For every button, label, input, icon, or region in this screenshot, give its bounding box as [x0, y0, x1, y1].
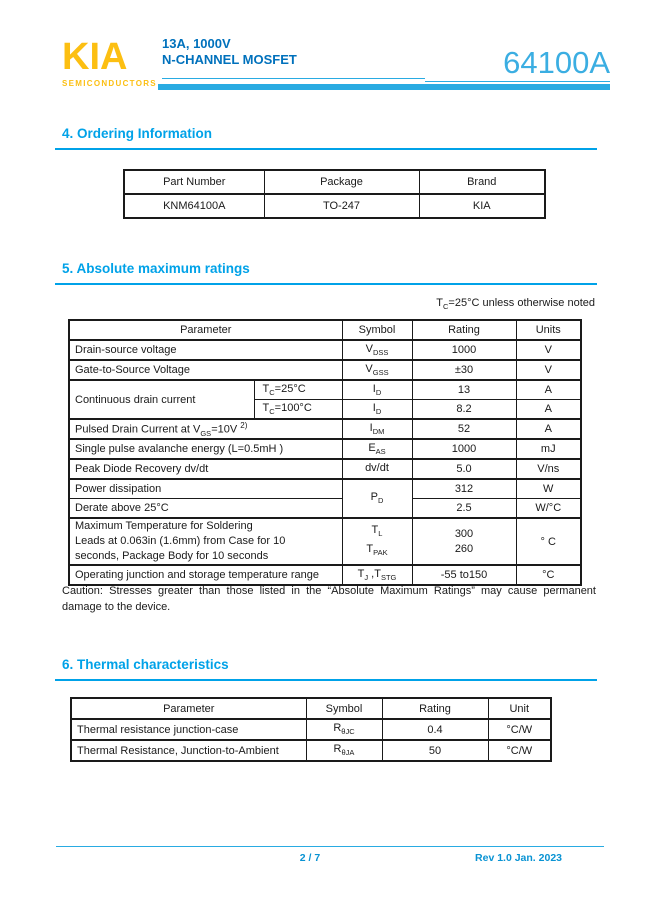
cell-rating: 0.4 [382, 719, 488, 740]
table-row [69, 340, 581, 360]
cell-parameter: Single pulse avalanche energy (L=0.5mH ) [69, 439, 342, 459]
col-header-part-number: Part Number [124, 170, 264, 194]
col-header-symbol: Symbol [342, 320, 412, 340]
cell-units: V/ns [516, 459, 581, 479]
col-header-rating: Rating [412, 320, 516, 340]
table-header-row [124, 170, 545, 194]
cell-units: V [516, 340, 581, 360]
cell-rating: 52 [412, 419, 516, 439]
cell-units: W/°C [516, 499, 581, 519]
cell-units: V [516, 360, 581, 380]
cell-symbol: $E_{AS}$ [342, 439, 412, 459]
cell-parameter: Gate-to-Source Voltage [69, 360, 342, 380]
kia-logo: KIA [62, 36, 128, 78]
col-header-symbol: Symbol [306, 698, 382, 719]
cell-units: ° C [516, 518, 581, 565]
cell-rating: 8.2 [412, 400, 516, 420]
header-accent-bar [158, 84, 610, 90]
table-row [69, 439, 581, 459]
thermal-characteristics-table [70, 697, 552, 762]
device-type-line: N-CHANNEL MOSFET [162, 52, 297, 67]
header-thin-line-step [425, 81, 610, 82]
caution-line1: Caution: Stresses greater than those listed in the “Absolute Maximum Ratings” may cause permanent [62, 585, 596, 597]
section-title-ordering: 4. Ordering Information [62, 126, 213, 141]
cell-symbol: $P_D$ [342, 479, 412, 518]
cell-unit: °C/W [488, 740, 551, 761]
table-row [69, 479, 581, 499]
table-row [69, 459, 581, 479]
cell-parameter: Maximum Temperature for Soldering Leads at 0.063in (1.6mm) from Case for 10 seconds, Package Body for 10 seconds [69, 518, 342, 565]
cell-rating: 1000 [412, 340, 516, 360]
device-subtitle [162, 36, 297, 68]
cell-parameter: Power dissipation [69, 479, 342, 499]
cell-symbol: $R_{\theta JA}$ [306, 740, 382, 761]
table-row [69, 380, 581, 400]
cell-symbol: dv/dt [342, 459, 412, 479]
cell-brand: KIA [419, 194, 545, 218]
page-number: 2 / 7 [299, 852, 321, 864]
cell-parameter: Pulsed Drain Current at $V_{GS}=10V$ $^{2)}$ [69, 419, 342, 439]
table-row [71, 740, 551, 761]
cell-parameter: Peak Diode Recovery dv/dt [69, 459, 342, 479]
section-underline [55, 679, 597, 681]
cell-units: A [516, 400, 581, 420]
cell-symbol: $T_L$ $T_{PAK}$ [342, 518, 412, 565]
table-row [69, 499, 581, 519]
cell-part-number: KNM64100A [124, 194, 264, 218]
cell-units: mJ [516, 439, 581, 459]
cell-symbol: $I_D$ [342, 380, 412, 400]
cell-rating: 13 [412, 380, 516, 400]
col-header-parameter: Parameter [69, 320, 342, 340]
cell-rating: ±30 [412, 360, 516, 380]
cell-units: A [516, 419, 581, 439]
logo-subtext: SEMICONDUCTORS [62, 79, 157, 88]
cell-units: A [516, 380, 581, 400]
cell-condition: $T_C=25^\circ C$ [254, 380, 342, 400]
cell-parameter: Drain-source voltage [69, 340, 342, 360]
col-header-package: Package [264, 170, 419, 194]
table-row [71, 719, 551, 740]
table-row [69, 360, 581, 380]
section-title-abs-max: 5. Absolute maximum ratings [62, 261, 250, 276]
caution-line2: damage to the device. [62, 600, 171, 613]
cell-rating: 1000 [412, 439, 516, 459]
cell-parameter: Continuous drain current [69, 380, 254, 419]
absolute-max-ratings-table [68, 319, 582, 586]
footer-line [56, 846, 604, 847]
table-row [69, 518, 581, 565]
revision-label: Rev 1.0 Jan. 2023 [475, 852, 562, 864]
cell-unit: °C/W [488, 719, 551, 740]
table-row [124, 194, 545, 218]
table-row [69, 565, 581, 585]
col-header-unit: Unit [488, 698, 551, 719]
cell-symbol: $T_J$ $,T_{STG}$ [342, 565, 412, 585]
table-header-row [71, 698, 551, 719]
cell-rating: 5.0 [412, 459, 516, 479]
cell-rating: 50 [382, 740, 488, 761]
cell-units: °C [516, 565, 581, 585]
cell-package: TO-247 [264, 194, 419, 218]
cell-symbol: $I_{DM}$ [342, 419, 412, 439]
section-title-thermal: 6. Thermal characteristics [62, 657, 229, 672]
col-header-units: Units [516, 320, 581, 340]
ordering-table [123, 169, 546, 219]
cell-symbol: $I_D$ [342, 400, 412, 420]
cell-rating: 300 260 [412, 518, 516, 565]
section-underline [55, 148, 597, 150]
cell-parameter: Operating junction and storage temperature range [69, 565, 342, 585]
cell-rating: 312 [412, 479, 516, 499]
cell-rating: -55 to150 [412, 565, 516, 585]
header-thin-line [162, 78, 425, 79]
conditions-note: $T_C=25^\circ C$ unless otherwise noted [436, 297, 595, 312]
table-row [69, 419, 581, 439]
part-number-title: 64100A [503, 45, 610, 80]
cell-symbol: $R_{\theta JC}$ [306, 719, 382, 740]
cell-rating: 2.5 [412, 499, 516, 519]
col-header-rating: Rating [382, 698, 488, 719]
caution-text [62, 584, 596, 615]
col-header-brand: Brand [419, 170, 545, 194]
col-header-parameter: Parameter [71, 698, 306, 719]
cell-symbol: $V_{DSS}$ [342, 340, 412, 360]
table-header-row [69, 320, 581, 340]
cell-symbol: $V_{GSS}$ [342, 360, 412, 380]
cell-parameter: Derate above 25°C [69, 499, 342, 519]
cell-parameter: Thermal resistance junction-case [71, 719, 306, 740]
cell-units: W [516, 479, 581, 499]
cell-parameter: Thermal Resistance, Junction-to-Ambient [71, 740, 306, 761]
device-rating-line: 13A, 1000V [162, 36, 231, 51]
section-underline [55, 283, 597, 285]
cell-condition: $T_C=100^\circ C$ [254, 400, 342, 420]
